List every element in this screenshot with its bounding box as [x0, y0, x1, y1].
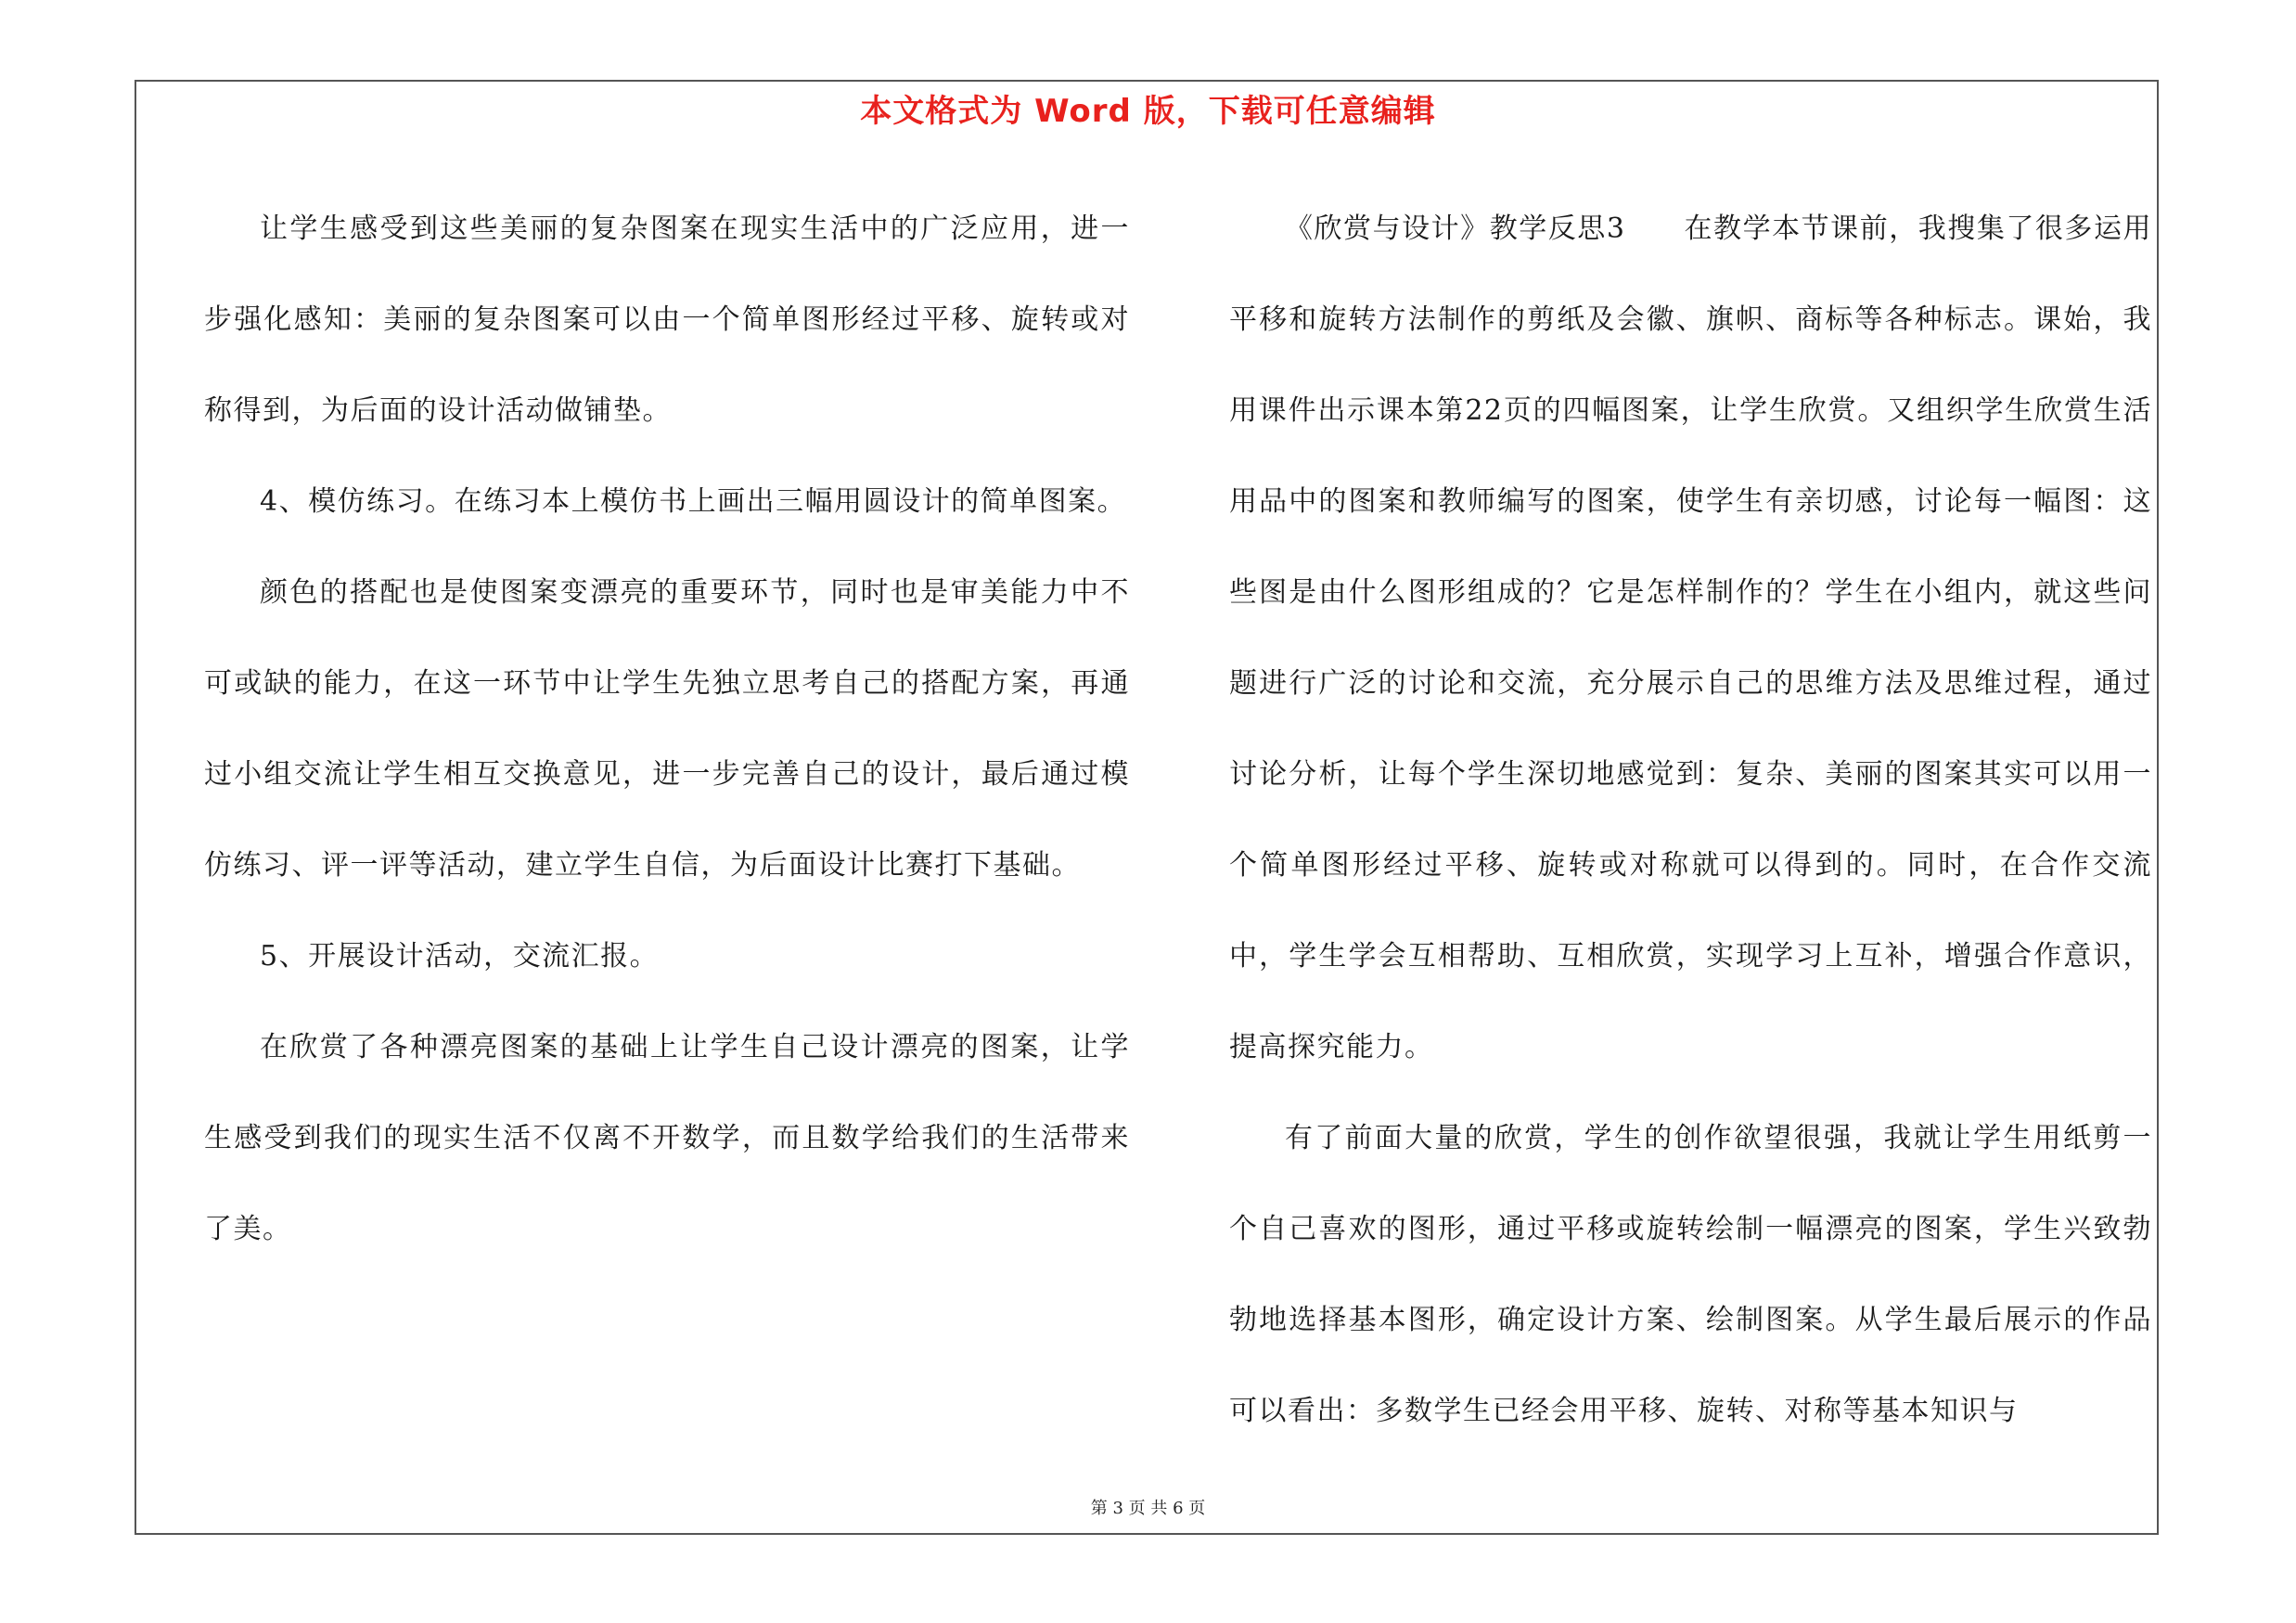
page-number-footer: 第 3 页 共 6 页	[1090, 1499, 1206, 1518]
paragraph: 5、开展设计活动，交流汇报。	[260, 940, 660, 973]
paragraph: 有了前面大量的欣赏，学生的创作欲望很强，我就让学生用纸剪一个自己喜欢的图形，通过平移或旋转绘制一幅漂亮的图案，学生兴致勃勃地选择基本图形，确定设计方案、绘制图案。从学生最后展示的作品可以看出：多数学生已经会用平移、旋转、对称等基本知识与	[1229, 1122, 2152, 1427]
paragraph: 颜色的搭配也是使图案变漂亮的重要环节，同时也是审美能力中不可或缺的能力，在这一环节中让学生先独立思考自己的搭配方案，再通过小组交流让学生相互交换意见，进一步完善自己的设计，最后通过模仿练习、评一评等活动，建立学生自信，为后面设计比赛打下基础。	[204, 576, 1130, 882]
paragraph: 让学生感受到这些美丽的复杂图案在现实生活中的广泛应用，进一步强化感知：美丽的复杂图案可以由一个简单图形经过平移、旋转或对称得到，为后面的设计活动做铺垫。	[204, 213, 1130, 427]
paragraph: 在欣赏了各种漂亮图案的基础上让学生自己设计漂亮的图案，让学生感受到我们的现实生活不仅离不开数学，而且数学给我们的生活带来了美。	[204, 1031, 1130, 1245]
word-format-banner: 本文格式为 Word 版，下载可任意编辑	[860, 93, 1436, 130]
left-text-column	[204, 184, 1130, 1275]
paragraph: 4、模仿练习。在练习本上模仿书上画出三幅用圆设计的简单图案。	[260, 485, 1127, 518]
paragraph: 《欣赏与设计》教学反思3 在教学本节课前，我搜集了很多运用平移和旋转方法制作的剪纸及会徽、旗帜、商标等各种标志。课始，我用课件出示课本第22页的四幅图案，让学生欣赏。又组织学生欣赏生活用品中的图案和教师编写的图案，使学生有亲切感，讨论每一幅图：这些图是由什么图形组成的？它是怎样制作的？学生在小组内，就这些问题进行广泛的讨论和交流，充分展示自己的思维方法及思维过程，通过讨论分析，让每个学生深切地感觉到：复杂、美丽的图案其实可以用一个简单图形经过平移、旋转或对称就可以得到的。同时，在合作交流中，学生学会互相帮助、互相欣赏，实现学习上互补，增强合作意识，提高探究能力。	[1229, 213, 2152, 1063]
right-text-column	[1229, 184, 2152, 1457]
